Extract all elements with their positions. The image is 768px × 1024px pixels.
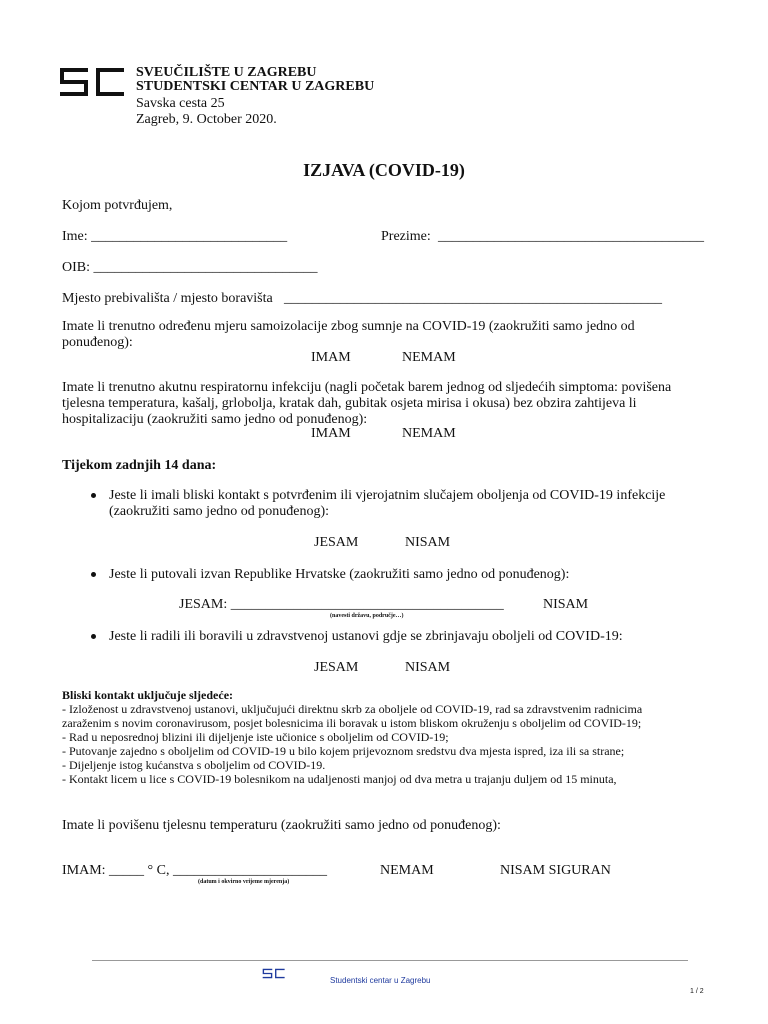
isolation-question-line1: Imate li trenutno određenu mjeru samoizolacije zbog sumnje na COVID-19 (zaokružiti samo jedno od [62,319,635,334]
isolation-option-imam[interactable]: IMAM [311,350,351,365]
close-contact-item: - Putovanje zajedno s oboljelim od COVID-19 u bilo kojem prijevoznom sredstvu dva mjesta ispred, iza ili sa strane; [62,744,625,758]
page-number: 1 / 2 [690,988,704,995]
bullet-dot [91,634,96,639]
close-contact-item: - Rad u neposrednoj blizini ili dijeljenje iste učionice s oboljelim od COVID-19; [62,730,449,744]
travel-question: Jeste li putovali izvan Republike Hrvatske (zaokružiti samo jedno od ponuđenog): [109,567,570,582]
travel-option-jesam[interactable]: JESAM: _______________________________________ [179,597,504,612]
document-title: IZJAVA (COVID-19) [303,160,465,180]
footer-divider [92,960,688,961]
temperature-option-nisam-siguran[interactable]: NISAM SIGURAN [500,863,611,878]
close-contact-heading: Bliski kontakt uključuje sljedeće: [62,688,234,702]
temperature-question: Imate li povišenu tjelesnu temperaturu (zaokružiti samo jedno od ponuđenog): [62,818,501,833]
footer-org-name: Studentski centar u Zagrebu [330,976,431,985]
oib-field[interactable]: OIB: ________________________________ [62,260,318,275]
contact-question-line2: (zaokružiti samo jedno od ponuđenog): [109,504,330,519]
close-contact-item: - Dijeljenje istog kućanstva s oboljelim od COVID-19. [62,758,326,772]
contact-option-jesam[interactable]: JESAM [314,535,359,550]
infection-question-line3: hospitalizaciju (zaokružiti samo jedno od ponuđenog): [62,412,368,427]
close-contact-item: - Kontakt licem u lice s COVID-19 bolesnikom na udaljenosti manjoj od dva metra u trajanju duljem od 15 minuta, [62,772,617,786]
prezime-field[interactable]: ______________________________________ [438,229,704,244]
contact-question-line1: Jeste li imali bliski kontakt s potvrđenim ili vjerojatnim slučajem oboljenja od COVID-19 infekcije [109,488,666,503]
sc-logo [58,68,128,96]
infection-question-line2: tjelesna temperatura, kašalj, grlobolja, kratak dah, gubitak osjeta mirisa i okusa) bez obzira zahtijeva li [62,396,637,411]
travel-country-hint: (navesti državu, područje…) [330,613,404,619]
period-heading: Tijekom zadnjih 14 dana: [62,458,217,473]
bullet-dot [91,493,96,498]
infection-option-nemam[interactable]: NEMAM [402,426,456,441]
facility-option-nisam[interactable]: NISAM [405,660,451,675]
bullet-dot [91,572,96,577]
ime-field[interactable]: Ime: ____________________________ [62,229,288,244]
intro-text: Kojom potvrđujem, [62,198,173,213]
isolation-question-line2: ponuđenog): [62,335,133,350]
university-name: SVEUČILIŠTE U ZAGREBU [136,65,317,80]
temperature-date-hint: (datum i okvirno vrijeme mjerenja) [198,879,290,885]
contact-option-nisam[interactable]: NISAM [405,535,451,550]
center-name: STUDENTSKI CENTAR U ZAGREBU [136,79,375,94]
facility-question: Jeste li radili ili boravili u zdravstvenoj ustanovi gdje se zbrinjavaju oboljeli od COVID-19: [109,629,623,644]
close-contact-item: - Izloženost u zdravstvenoj ustanovi, uključujući direktnu skrb za oboljele od COVID-19, rad sa zdravstvenim radnicima [62,702,643,716]
mjesto-label: Mjesto prebivališta / mjesto boravišta [62,291,273,306]
mjesto-field[interactable]: ______________________________________________________ [284,291,662,306]
infection-question-line1: Imate li trenutno akutnu respiratornu infekciju (nagli početak barem jednog od sljedećih simptoma: povišena [62,380,672,395]
temperature-option-imam[interactable]: IMAM: _____ ° C, ______________________ [62,863,327,878]
city-date: Zagreb, 9. October 2020. [136,112,277,127]
temperature-option-nemam[interactable]: NEMAM [380,863,434,878]
street-address: Savska cesta 25 [136,96,225,111]
footer-sc-logo [262,966,286,977]
close-contact-item: zaraženim s novim coronavirusom, posjet bolesnicima ili boravak u istom bliskom okruženju s oboljelim od COVID-19; [62,716,642,730]
infection-option-imam[interactable]: IMAM [311,426,351,441]
prezime-label: Prezime: [381,229,431,244]
facility-option-jesam[interactable]: JESAM [314,660,359,675]
isolation-option-nemam[interactable]: NEMAM [402,350,456,365]
travel-option-nisam[interactable]: NISAM [543,597,589,612]
